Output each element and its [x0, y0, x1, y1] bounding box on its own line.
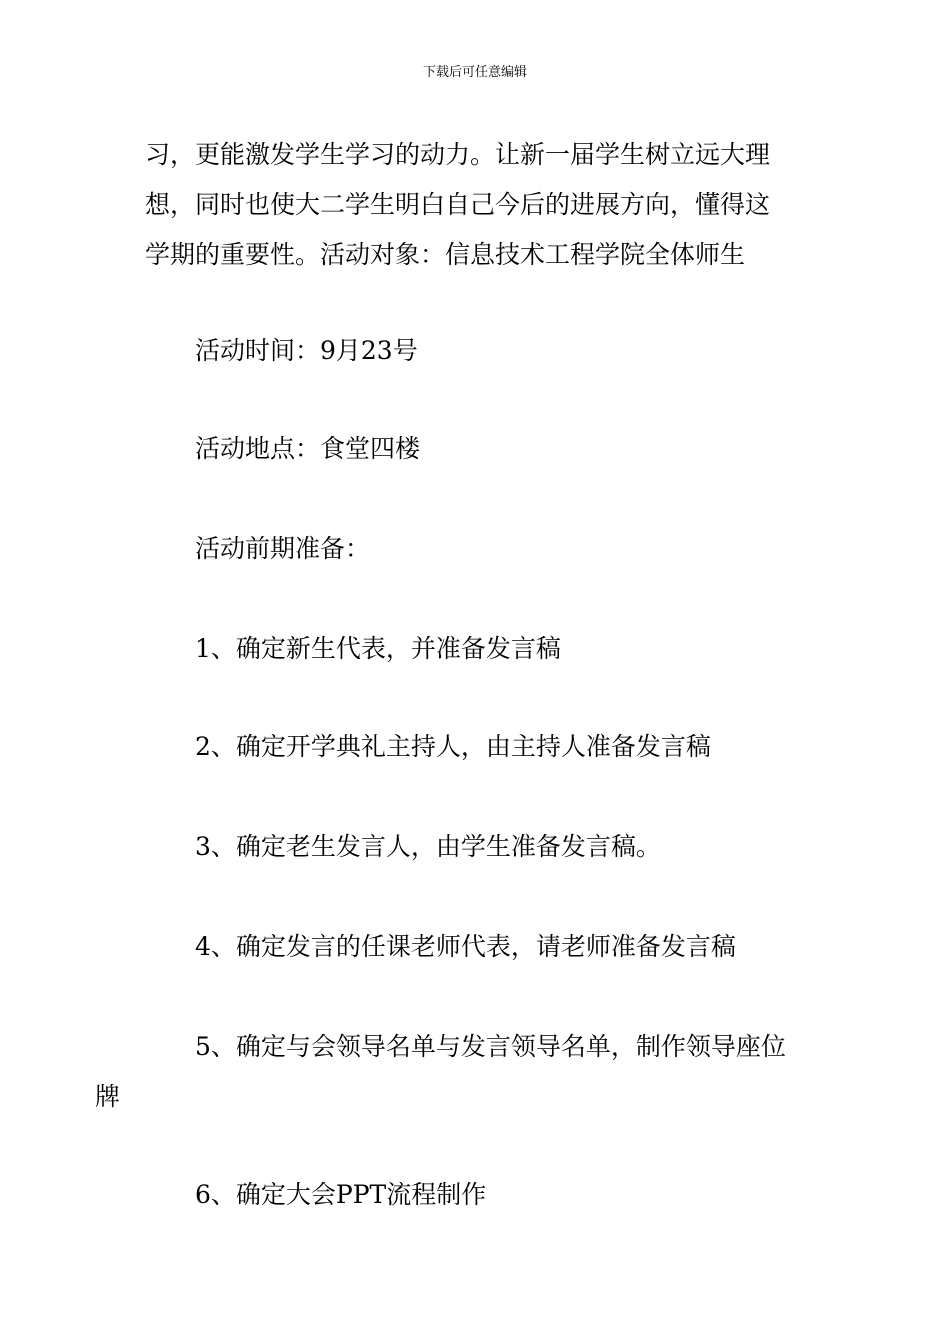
intro-line-1: 习，更能激发学生学习的动力。让新一届学生树立远大理	[145, 140, 771, 169]
prep-item-6: 6、确定大会PPT流程制作	[195, 1180, 487, 1209]
prep-item-1: 1、确定新生代表，并准备发言稿	[195, 634, 561, 663]
intro-line-2: 想，同时也使大二学生明白自己今后的进展方向，懂得这	[145, 190, 771, 219]
prep-heading: 活动前期准备：	[195, 534, 371, 563]
prep-item-5-line-1: 5、确定与会领导名单与发言领导名单，制作领导座位	[195, 1032, 786, 1061]
page-header: 下载后可任意编辑	[422, 65, 527, 80]
prep-item-5-line-2: 牌	[95, 1082, 121, 1111]
prep-item-4: 4、确定发言的任课老师代表，请老师准备发言稿	[195, 932, 736, 961]
activity-location: 活动地点：食堂四楼	[195, 434, 421, 463]
prep-item-3: 3、确定老生发言人，由学生准备发言稿。	[195, 832, 661, 861]
prep-item-5	[95, 1022, 810, 1122]
activity-time: 活动时间：9月23号	[195, 336, 418, 365]
intro-line-3: 学期的重要性。活动对象：信息技术工程学院全体师生	[145, 240, 746, 269]
intro-paragraph	[145, 130, 810, 280]
prep-item-2: 2、确定开学典礼主持人，由主持人准备发言稿	[195, 732, 711, 761]
